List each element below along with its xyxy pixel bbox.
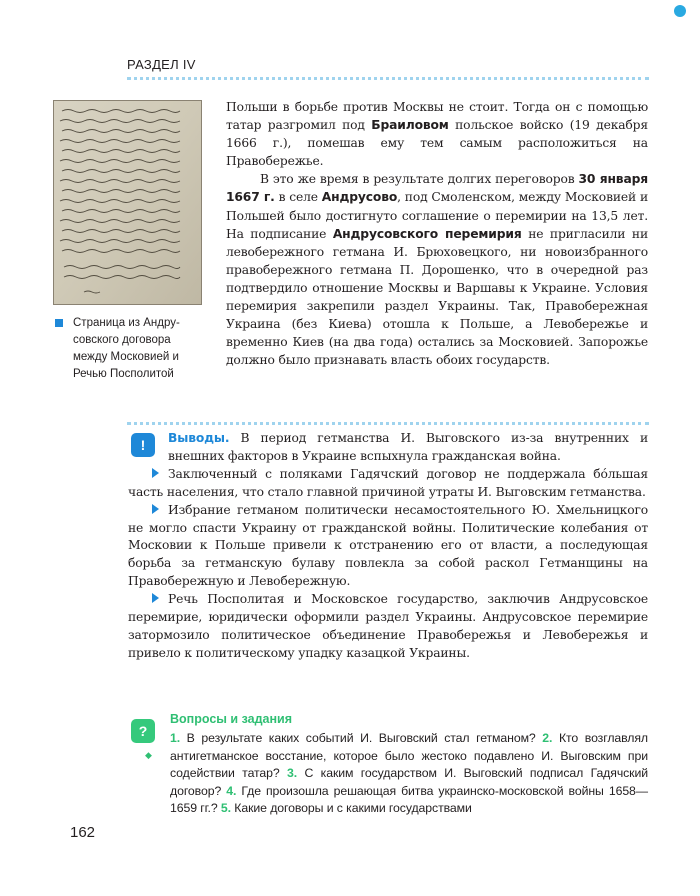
place-brailov: Браиловом: [371, 118, 449, 133]
diamond-bullet-icon: ◆: [145, 751, 152, 761]
caption-marker: [55, 319, 63, 327]
place-andrusovo: Андрусово: [321, 190, 398, 205]
triangle-bullet-icon: [152, 504, 159, 514]
conclusions-section: [128, 430, 648, 663]
main-text: [226, 98, 648, 369]
figure-caption: Страница из Андрусовского договора между Московией и Речью Посполитой: [73, 317, 180, 380]
page-number: 162: [70, 824, 96, 841]
questions-list: 1. В результате каких событий И. Выговский стал гетманом? 2. Кто возглавлял антигетманское восстание, которое было жестоко подавлено И. Выговским при содействии татар? 3. С каким государством И. Выговский подписал Гадячский договор? 4. Где произошла решающая битва украинско-московской войны 1658—1659 гг.? 5. Какие договоры и с какими государствами: [170, 731, 648, 815]
paragraph-2: В это же время в результате долгих переговоров 30 января 1667 г. в селе Андрусово, под Смоленском, между Московией и Польшей было достигнуто соглашение о перемирии на 13,5 лет. На подписание Андрусовского перемирия не пригласили ни левобережного гетмана И. Брюховецкого, ни новоизбранного правобережного гетмана П. Дорошенко, что в очередной раз подтвердило отношение Москвы и Варшавы к Украине. Условия перемирия закрепили раздел Украины. Так, Правобережная Украина (без Киева) отошла к Польше, а Левобережье и временно Киев (на два года) остались за Московией. Запорожье должно было признавать власть обоих государств.: [226, 172, 648, 368]
conclusions-divider: [127, 422, 649, 425]
conclusion-point: Заключенный с поляками Гадячский договор не поддержала бóльшая часть населения, что стало главной причиной утраты И. Выговским гетманства.: [128, 466, 648, 499]
conclusion-point: Избрание гетманом политически несамостоятельного Ю. Хмельницкого не могло спасти Украину от гражданской войны. Политические колебания от Московии к Польше привели к отстранению его от власти, а последующая борьба за гетманскую булаву повлекла за собой раскол Гетманщины на Правобережную и Левобережную.: [128, 502, 648, 589]
conclusions-intro: Выводы. В период гетманства И. Выговского из-за внутренних и внешних факторов в Украине вспыхнула гражданская война.: [168, 431, 648, 463]
question-icon: ?: [131, 719, 155, 743]
conclusion-point: Речь Посполитая и Московское государство, заключив Андрусовское перемирие, юридически оформили раздел Украины. Андрусовское перемирие затормозило политическое объединение Правобережья и Левобережья и привело к политическому упадку казацкой Украины.: [128, 592, 648, 660]
triangle-bullet-icon: [152, 593, 159, 603]
exclamation-icon: !: [131, 433, 155, 457]
section-header: РАЗДЕЛ IV: [127, 57, 196, 72]
treaty-date: 30 января 1667 г.: [226, 172, 648, 205]
header-divider: [127, 77, 649, 80]
questions-heading: Вопросы и задания: [170, 712, 292, 726]
treaty-manuscript-image: [53, 100, 202, 305]
conclusions-heading: Выводы.: [168, 431, 230, 445]
treaty-name: Андрусовского перемирия: [332, 226, 522, 241]
paragraph-1: Польши в борьбе против Москвы не стоит. Тогда он с помощью татар разгромил под Браиловом польское войско (19 декабря 1666 г.), помешав ему тем самым расположиться на Правобережье.: [226, 100, 648, 169]
publisher-badge-icon: [674, 5, 686, 17]
triangle-bullet-icon: [152, 468, 159, 478]
